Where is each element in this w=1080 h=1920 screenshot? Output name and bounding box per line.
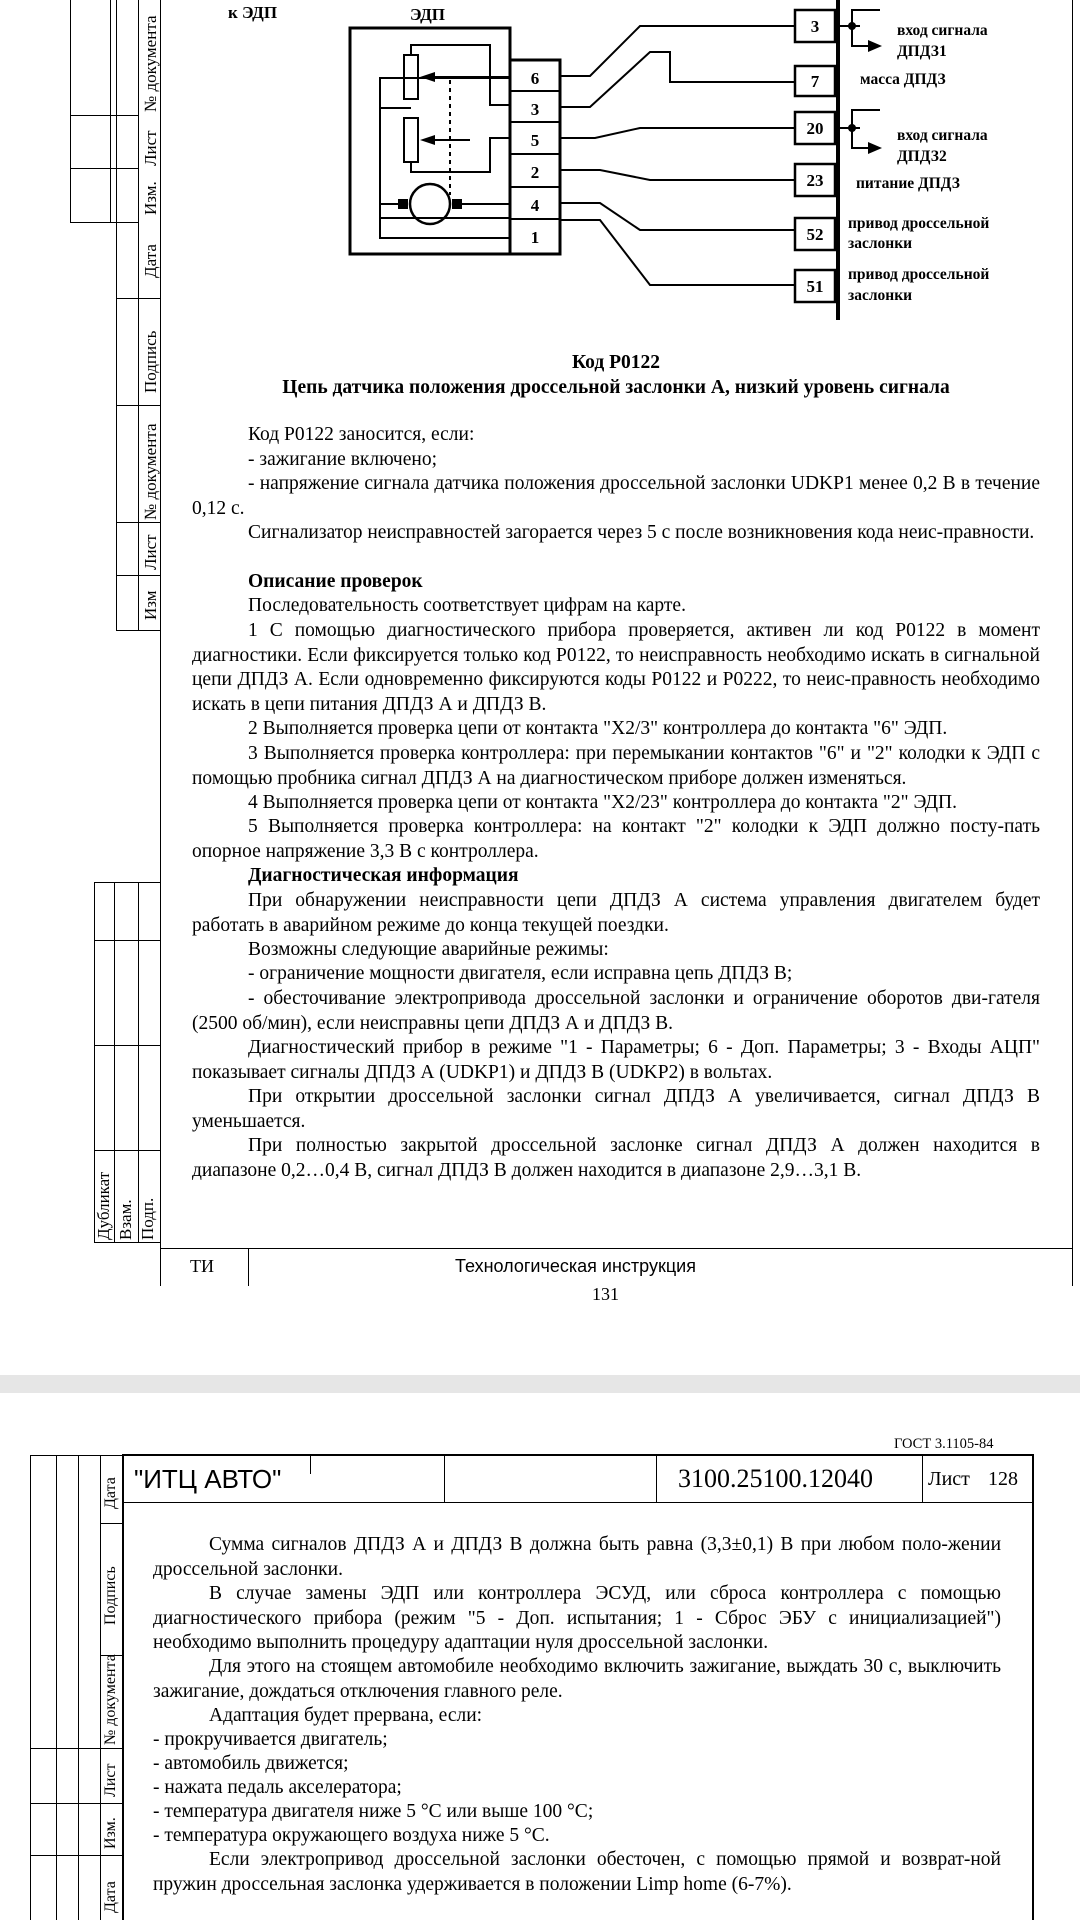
- paragraph: Если электропривод дроссельной заслонки обесточен, с помощью прямой и возврат-ной пружин дроссельная заслонка удерживается в положении Limp home (6-7%).: [153, 1849, 1001, 1895]
- paragraph: Сигнализатор неисправностей загорается через 5 с после возникновения кода неис-правности.: [248, 522, 1035, 543]
- code-heading: Код P0122: [571, 352, 660, 373]
- paragraph: - прокручивается двигатель;: [153, 1729, 388, 1750]
- paragraph: 1 С помощью диагностического прибора проверяется, активен ли код P0122 в момент диагностики. Если фиксируется только код P0122, то неисправность необходимо искать в сигнальной цепи ДПДЗ А. Если одновременно фиксируются коды P0122 и P0222, то неис-правность необходимо искать в цепи питания ДПДЗ А и ДПДЗ В.: [192, 620, 1040, 715]
- paragraph: - автомобиль движется;: [153, 1753, 349, 1774]
- code-title: Цепь датчика положения дроссельной заслонки А, низкий уровень сигнала: [282, 377, 950, 398]
- edp-pin-4: 4: [530, 196, 540, 215]
- sheet-label: Лист: [928, 1468, 970, 1490]
- ctrl-pin-3: 3: [810, 17, 820, 36]
- ctrl-pin-51: 51: [806, 277, 824, 296]
- section-heading-diag: Диагностическая информация: [248, 865, 519, 886]
- paragraph: Сумма сигналов ДПДЗ А и ДПДЗ В должна быть равна (3,3±0,1) В при любом поло-жении дроссельной заслонки.: [153, 1534, 1001, 1580]
- label-sig-dpdz1-b: ДПДЗ1: [897, 43, 947, 60]
- paragraph: 2 Выполняется проверка цепи от контакта "X2/3" контроллера до контакта "6" ЭДП.: [248, 718, 948, 739]
- paragraph: При обнаружении неисправности цепи ДПДЗ А система управления двигателем будет работать в аварийном режиме до конца текущей поездки.: [192, 890, 1040, 936]
- stamp-label-change: Изм.: [141, 181, 160, 215]
- paragraph: - обесточивание электропривода дроссельной заслонки и ограничение оборотов дви-гателя (2500 об/мин), если неисправны цепи ДПДЗ А и ДПДЗ В.: [192, 988, 1040, 1034]
- paragraph: - температура окружающего воздуха ниже 5 °С.: [153, 1825, 550, 1846]
- paragraph: Адаптация будет прервана, если:: [209, 1705, 483, 1726]
- stamp-label-change-2: Изм: [141, 590, 160, 620]
- edp-pin-1: 1: [530, 228, 540, 247]
- paragraph: - зажигание включено;: [248, 449, 437, 470]
- label-drive1-a: привод дроссельной: [848, 215, 990, 232]
- paragraph: - ограничение мощности двигателя, если исправна цепь ДПДЗ В;: [248, 963, 793, 984]
- label-power-dpdz: питание ДПДЗ: [856, 175, 960, 192]
- page-number: 131: [592, 1284, 619, 1304]
- stamp2-label-signature: Подпись: [102, 1566, 119, 1625]
- page-2: [0, 1393, 1080, 1920]
- paragraph: В случае замены ЭДП или контроллера ЭСУД, или сброса контроллера с помощью диагностического прибора (режим "5 - Доп. испытания; 1 - Сброс ЭБУ с инициализацией") необходимо выполнить процедуру адаптации нуля дроссельной заслонки.: [153, 1583, 1001, 1653]
- ctrl-pin-52: 52: [806, 225, 824, 244]
- label-to-edp: к ЭДП: [228, 3, 278, 22]
- ctrl-pin-23: 23: [806, 171, 824, 190]
- page-separator: [0, 1375, 1080, 1393]
- company-name: "ИТЦ АВТО": [134, 1464, 282, 1494]
- stamp2-label-date: Дата: [102, 1477, 119, 1509]
- stamp2-label-date-2: Дата: [102, 1881, 119, 1913]
- label-mass-dpdz: масса ДПДЗ: [860, 71, 946, 88]
- paragraph: Диагностический прибор в режиме "1 - Параметры; 6 - Доп. Параметры; 3 - Входы АЦП" показывает сигналы ДПДЗ А (UDKP1) и ДПДЗ В (UDKP2) в вольтах.: [192, 1037, 1040, 1083]
- edp-pin-2: 2: [530, 163, 540, 182]
- paragraph: - напряжение сигнала датчика положения дроссельной заслонки UDKP1 менее 0,2 В в течение 0,12 с.: [192, 473, 1040, 519]
- wiring-diagram: [0, 0, 1080, 330]
- stamp2-label-change: Изм.: [102, 1817, 119, 1849]
- stamp-label-sign: Подп.: [138, 1197, 157, 1240]
- label-sig-dpdz2-a: вход сигнала: [897, 127, 988, 144]
- stamp-label-sheet-2: Лист: [141, 534, 160, 570]
- label-sig-dpdz2-b: ДПДЗ2: [897, 148, 947, 165]
- paragraph: - нажата педаль акселератора;: [153, 1777, 402, 1798]
- paragraph: При полностью закрытой дроссельной заслонке сигнал ДПДЗ А должен находится в диапазоне 0,2…0,4 В, сигнал ДПДЗ В должен находится в диапазоне 2,9…3,1 В.: [192, 1135, 1040, 1181]
- label-sig-dpdz1-a: вход сигнала: [897, 22, 988, 39]
- stamp-label-doc-number: № документа: [141, 15, 160, 112]
- stamp2-label-doc-number: № документа: [102, 1654, 119, 1745]
- paragraph: Код P0122 заносится, если:: [248, 424, 475, 445]
- stamp-label-date: Дата: [141, 244, 160, 278]
- ctrl-pin-20: 20: [806, 119, 824, 138]
- label-edp: ЭДП: [410, 5, 446, 24]
- paragraph: Последовательность соответствует цифрам на карте.: [248, 595, 686, 616]
- edp-pin-3: 3: [530, 100, 540, 119]
- section-heading-checks: Описание проверок: [248, 571, 423, 592]
- stamp-label-sheet: Лист: [141, 130, 160, 166]
- footer-title: Технологическая инструкция: [455, 1256, 696, 1276]
- ctrl-pin-7: 7: [810, 72, 820, 91]
- label-drive2-a: привод дроссельной: [848, 266, 990, 283]
- edp-pin-5: 5: [530, 131, 540, 150]
- stamp-label-replace: Взам.: [116, 1199, 135, 1240]
- stamp-label-duplicate: Дубликат: [94, 1171, 113, 1240]
- edp-connector: [510, 60, 560, 254]
- paragraph: При открытии дроссельной заслонки сигнал ДПДЗ А увеличивается, сигнал ДПДЗ В уменьшается.: [192, 1086, 1040, 1132]
- gost-label: ГОСТ 3.1105-84: [894, 1436, 994, 1452]
- paragraph: Для этого на стоящем автомобиле необходимо включить зажигание, выждать 30 с, выключить зажигание, дождаться отключения главного реле.: [153, 1656, 1001, 1702]
- label-drive2-b: заслонки: [848, 287, 913, 304]
- label-drive1-b: заслонки: [848, 235, 913, 252]
- paragraph: - температура двигателя ниже 5 °С или выше 100 °С;: [153, 1801, 594, 1822]
- stamp-label-signature: Подпись: [141, 330, 160, 393]
- stamp2-label-sheet: Лист: [102, 1763, 119, 1797]
- potentiometer-2: [404, 118, 418, 162]
- paragraph: 3 Выполняется проверка контроллера: при перемыкании контактов "6" и "2" колодки к ЭДП с помощью пробника сигнал ДПДЗ А на диагностическом приборе должен изменяться.: [192, 743, 1040, 789]
- document-code: 3100.25100.12040: [678, 1464, 873, 1493]
- paragraph: 5 Выполняется проверка контроллера: на контакт "2" колодки к ЭДП должно посту-пать опорное напряжение 3,3 В с контроллера.: [192, 816, 1040, 862]
- paragraph: 4 Выполняется проверка цепи от контакта "X2/23" контроллера до контакта "2" ЭДП.: [248, 792, 957, 813]
- paragraph: Возможны следующие аварийные режимы:: [248, 939, 609, 960]
- stamp-label-doc-number-2: № документа: [141, 423, 160, 520]
- footer-ti: ТИ: [190, 1256, 214, 1276]
- edp-pin-6: 6: [530, 69, 540, 88]
- sheet-number: 128: [988, 1468, 1018, 1490]
